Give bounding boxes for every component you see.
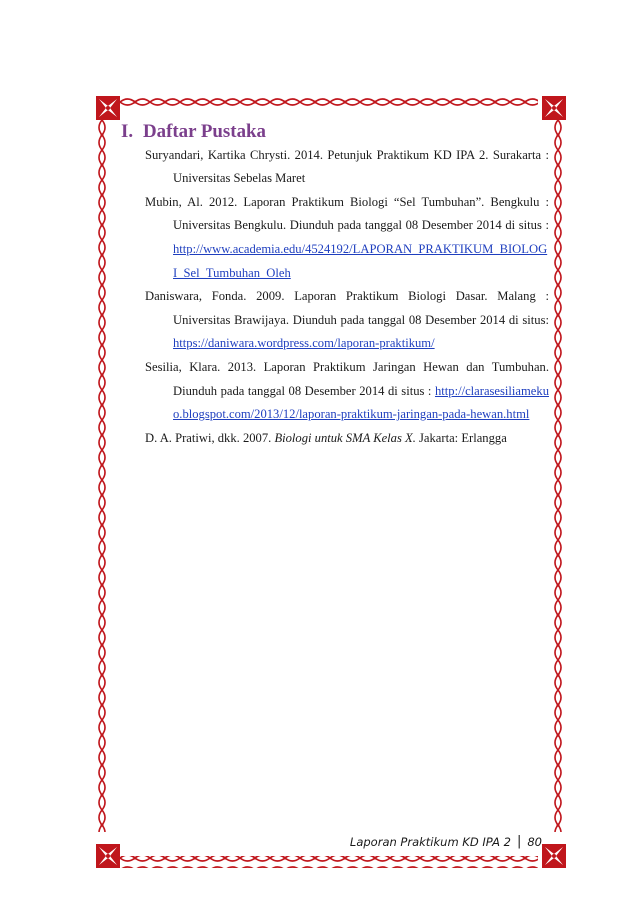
- reference-link[interactable]: http://clarasesiliamekuo.blogspot.com/2013/12/laporan-praktikum-jaringan-pada-hewan.html: [173, 383, 549, 422]
- footer-title: Laporan Praktikum KD IPA 2: [349, 834, 511, 849]
- reference-item: Suryandari, Kartika Chrysti. 2014. Petunjuk Praktikum KD IPA 2. Surakarta : Universitas Sebelas Maret: [145, 147, 549, 186]
- section-title: Daftar Pustaka: [143, 121, 266, 142]
- book-title: Biologi untuk SMA Kelas X.: [274, 430, 416, 445]
- reference-item: D. A. Pratiwi, dkk. 2007. Biologi untuk SMA Kelas X. Jakarta: Erlangga: [145, 430, 507, 445]
- section-number: I.: [121, 121, 134, 142]
- reference-list: [121, 144, 549, 451]
- reference-link[interactable]: http://www.academia.edu/4524192/LAPORAN_PRAKTIKUM_BIOLOGI_Sel_Tumbuhan_Oleh: [173, 241, 548, 280]
- reference-item: Daniswara, Fonda. 2009. Laporan Praktikum Biologi Dasar. Malang : Universitas Brawijaya. Diunduh pada tanggal 08 Desember 2014 di situs: https://daniwara.wordpress.com/laporan-praktikum/: [145, 289, 549, 351]
- reference-item: Sesilia, Klara. 2013. Laporan Praktikum Jaringan Hewan dan Tumbuhan. Diunduh pada tanggal 08 Desember 2014 di situs : http://clarasesiliamekuo.blogspot.com/2013/12/laporan-praktikum-jaringan-pada-hewan.html: [145, 359, 549, 422]
- page-footer: [350, 834, 542, 849]
- reference-link[interactable]: https://daniwara.wordpress.com/laporan-praktikum/: [173, 336, 435, 351]
- section-heading: [121, 120, 549, 144]
- page-content: [121, 120, 549, 450]
- footer-separator: |: [516, 834, 522, 849]
- page-number: 80: [527, 834, 542, 849]
- reference-item: Mubin, Al. 2012. Laporan Praktikum Biologi “Sel Tumbuhan”. Bengkulu : Universitas Bengkulu. Diunduh pada tanggal 08 Desember 2014 di situs : http://www.academia.edu/4524192/LAPORAN_PRAKTIKUM_BIOLOGI_Sel_Tumbuhan_Oleh: [145, 194, 549, 280]
